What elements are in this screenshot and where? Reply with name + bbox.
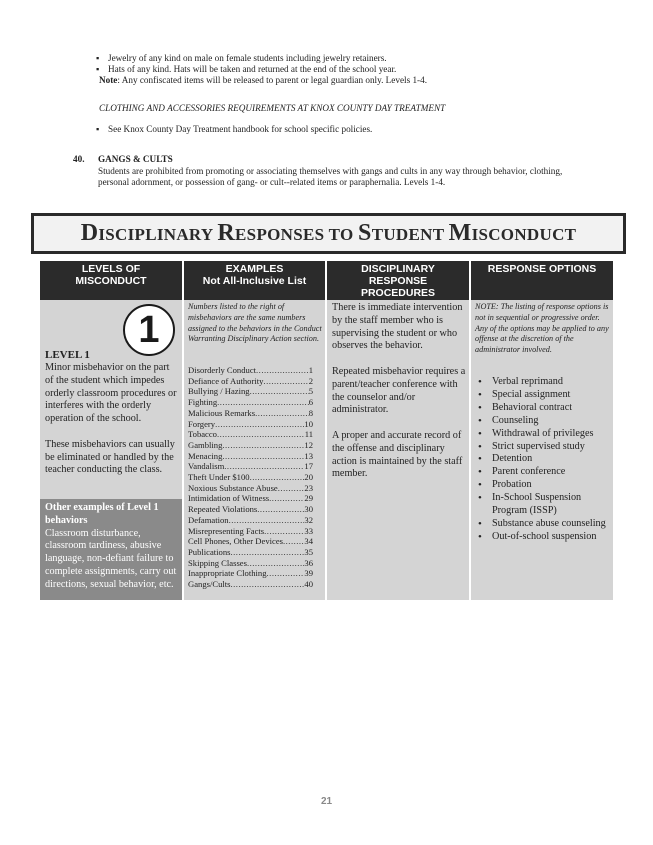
dot-leader (283, 536, 304, 547)
banner-title (34, 216, 623, 252)
example-item (188, 536, 313, 547)
column-levels (40, 261, 182, 600)
example-name: Fighting (188, 397, 218, 408)
dot-leader (263, 376, 308, 387)
response-option: • Counseling (475, 415, 611, 428)
banner-word: DISCIPLINARY (80, 220, 213, 246)
header-line: LEVELS OF (81, 263, 141, 275)
example-item (188, 547, 313, 558)
example-item (188, 419, 313, 430)
note-label: Note (99, 75, 118, 85)
example-name: Gambling (188, 439, 223, 450)
example-name: Misrepresenting Facts (188, 525, 265, 536)
example-item (188, 386, 313, 397)
example-name: Inappropriate Clothing (188, 568, 267, 579)
example-number: 36 (304, 557, 313, 568)
subheading: CLOTHING AND ACCESSORIES REQUIREMENTS AT KNOX COUNTY DAY TREATMENT (99, 103, 446, 113)
cell-examples (184, 300, 325, 600)
dot-leader (269, 493, 304, 504)
dot-leader (215, 419, 304, 430)
example-name: Vandalism (188, 461, 225, 472)
response-option: • Out-of-school suspension (475, 531, 611, 544)
example-item (188, 526, 313, 537)
bullet-handbook (96, 124, 372, 135)
dot-leader (217, 429, 305, 440)
response-option: • Behavioral contract (475, 402, 611, 415)
example-name: Defamation (188, 514, 229, 525)
section-text-1: Students are prohibited from promoting or associating themselves with gangs and cults in any way through behavior, clothing, (98, 166, 563, 176)
section-number: 40. (73, 154, 85, 164)
banner-word: RESPONSES (217, 220, 325, 246)
header-line: EXAMPLES (225, 263, 284, 275)
header-procedures (327, 261, 469, 300)
example-item (188, 568, 313, 579)
example-item (188, 504, 313, 515)
example-number: 6 (308, 397, 313, 408)
response-option: • Detention (475, 453, 611, 466)
header-options (471, 261, 613, 300)
example-number: 30 (304, 504, 313, 515)
example-name: Theft Under $100 (188, 472, 250, 483)
procedure-paragraph: There is immediate intervention by the staff member who is supervising the student or who observes the behavior. (332, 302, 463, 352)
cell-procedures (327, 300, 469, 600)
cell-options (471, 300, 613, 600)
example-item (188, 493, 313, 504)
level-description-2: These misbehaviors can usually be eliminated or handled by the teacher conducting the class. (45, 438, 175, 476)
section-text-2: personal adornment, or possession of gang- or cult--related items or paraphernalia. Levels 1-4. (98, 177, 446, 187)
bullet-icon: ▪ (96, 124, 100, 134)
bullet-text: Hats of any kind. Hats will be taken and returned at the end of the school year. (108, 64, 397, 74)
bullet-hats (96, 64, 396, 75)
bullet-icon: ▪ (96, 53, 100, 63)
bullet-text: Jewelry of any kind on male on female students including jewelry retainers. (108, 53, 387, 63)
dot-leader (250, 386, 309, 397)
response-option: • Verbal reprimand (475, 376, 611, 389)
bullet-text: See Knox County Day Treatment handbook for school specific policies. (108, 124, 373, 134)
level-description-1: Minor misbehavior on the part of the student which impedes orderly classroom procedures or interferes with the orderly operation of the school. (45, 362, 177, 425)
options-list (475, 376, 611, 544)
examples-note: Numbers listed to the right of misbehaviors are the same numbers assigned to the behaviors in the Conduct Warranting Disciplinary Action section. (188, 302, 322, 344)
procedure-paragraph: A proper and accurate record of the offense and disciplinary action is maintained by the staff member. (332, 429, 463, 480)
example-number: 8 (308, 407, 313, 418)
example-item (188, 365, 313, 376)
example-number: 29 (304, 493, 313, 504)
level-title: LEVEL 1 (45, 349, 90, 361)
dot-leader (222, 451, 304, 462)
column-options (471, 261, 613, 600)
response-option: • In-School Suspension Program (ISSP) (475, 492, 611, 518)
example-item (188, 461, 313, 472)
dot-leader (278, 483, 305, 494)
note-line (99, 75, 427, 86)
example-number: 33 (304, 525, 313, 536)
dot-leader (229, 515, 305, 526)
banner (31, 213, 626, 254)
other-examples-text: Classroom disturbance, classroom tardiness, abusive language, non-defiant failure to complete assignments, carry out directions, sexual behavior, etc. (45, 527, 177, 590)
procedures-text (332, 302, 466, 494)
example-item (188, 515, 313, 526)
dot-leader (250, 472, 305, 483)
header-levels (40, 261, 182, 300)
note-text: : Any confiscated items will be released to parent or legal guardian only. Levels 1-4. (117, 75, 428, 85)
column-examples (184, 261, 325, 600)
example-name: Cell Phones, Other Devices (188, 536, 283, 547)
level-description (45, 362, 179, 477)
banner-word: TO (328, 225, 354, 244)
dot-leader (224, 461, 304, 472)
example-number: 40 (304, 579, 313, 590)
example-name: Gangs/Cults (188, 579, 231, 590)
example-item (188, 429, 313, 440)
procedure-paragraph: Repeated misbehavior requires a parent/teacher conference with the counselor and/or administrator. (332, 365, 466, 416)
example-name: Intimidation of Witness (188, 493, 270, 504)
example-number: 5 (308, 386, 313, 397)
example-number: 11 (304, 429, 313, 440)
examples-list (188, 365, 313, 590)
example-item (188, 440, 313, 451)
example-number: 2 (308, 375, 313, 386)
dot-leader (231, 579, 305, 590)
example-number: 35 (304, 546, 313, 557)
other-examples-title: Other examples of Level 1 behaviors (45, 502, 159, 526)
response-option: • Strict supervised study (475, 441, 611, 454)
example-name: Repeated Violations (188, 504, 258, 515)
example-item (188, 472, 313, 483)
dot-leader (217, 397, 309, 408)
example-item (188, 408, 313, 419)
dot-leader (247, 558, 304, 569)
header-line: DISCIPLINARY (361, 263, 435, 275)
example-number: 10 (304, 418, 313, 429)
disciplinary-table (40, 261, 613, 600)
section-title: GANGS & CULTS (98, 154, 173, 164)
banner-word: MISCONDUCT (448, 220, 577, 246)
example-number: 12 (304, 439, 313, 450)
bullet-jewelry (96, 53, 387, 64)
example-name: Publications (188, 546, 231, 557)
example-item (188, 579, 313, 590)
header-line: RESPONSE (368, 275, 428, 287)
header-line: RESPONSE OPTIONS (487, 263, 597, 275)
dot-leader (255, 408, 309, 419)
example-name: Disorderly Conduct (188, 365, 257, 375)
response-option: • Probation (475, 479, 611, 492)
example-name: Forgery (188, 418, 216, 429)
example-name: Bullying / Hazing (188, 386, 250, 397)
example-item (188, 376, 313, 387)
dot-leader (267, 568, 305, 579)
dot-leader (257, 504, 304, 515)
response-option: • Special assignment (475, 389, 611, 402)
example-name: Tobacco (188, 429, 217, 440)
cell-level (40, 300, 182, 600)
example-number: 32 (304, 514, 313, 525)
example-number: 13 (304, 450, 313, 461)
response-option: • Parent conference (475, 466, 611, 479)
example-number: 39 (304, 568, 313, 579)
example-item (188, 558, 313, 569)
options-note: NOTE: The listing of response options is not in sequential or progressive order. Any of the options may be applied to any offense at the discretion of the administrator involved. (475, 302, 609, 355)
response-option: • Withdrawal of privileges (475, 428, 611, 441)
example-number: 34 (304, 536, 313, 547)
header-examples (184, 261, 325, 300)
example-name: Menacing (188, 450, 223, 461)
example-item (188, 451, 313, 462)
column-procedures (327, 261, 469, 600)
header-line: Not All-Inclusive List (202, 275, 307, 287)
page-number: 21 (320, 796, 333, 807)
bullet-icon: ▪ (96, 64, 100, 74)
level-badge: 1 (123, 304, 175, 356)
example-item (188, 397, 313, 408)
response-option: • Substance abuse counseling (475, 518, 611, 531)
example-name: Malicious Remarks (188, 407, 256, 418)
dot-leader (222, 440, 304, 451)
example-number: 17 (304, 461, 313, 472)
example-name: Defiance of Authority (188, 375, 264, 386)
other-examples-box (40, 499, 182, 600)
dot-leader (231, 547, 305, 558)
example-name: Skipping Classes (188, 557, 247, 568)
header-line: PROCEDURES (360, 287, 436, 299)
header-line: MISCONDUCT (75, 275, 147, 287)
dot-leader (264, 526, 304, 537)
example-number: 20 (304, 472, 313, 483)
dot-leader (256, 365, 309, 376)
example-item (188, 483, 313, 494)
example-name: Noxious Substance Abuse (188, 482, 278, 493)
example-number: 23 (304, 482, 313, 493)
example-number: 1 (308, 365, 313, 375)
banner-word: STUDENT (358, 220, 445, 246)
